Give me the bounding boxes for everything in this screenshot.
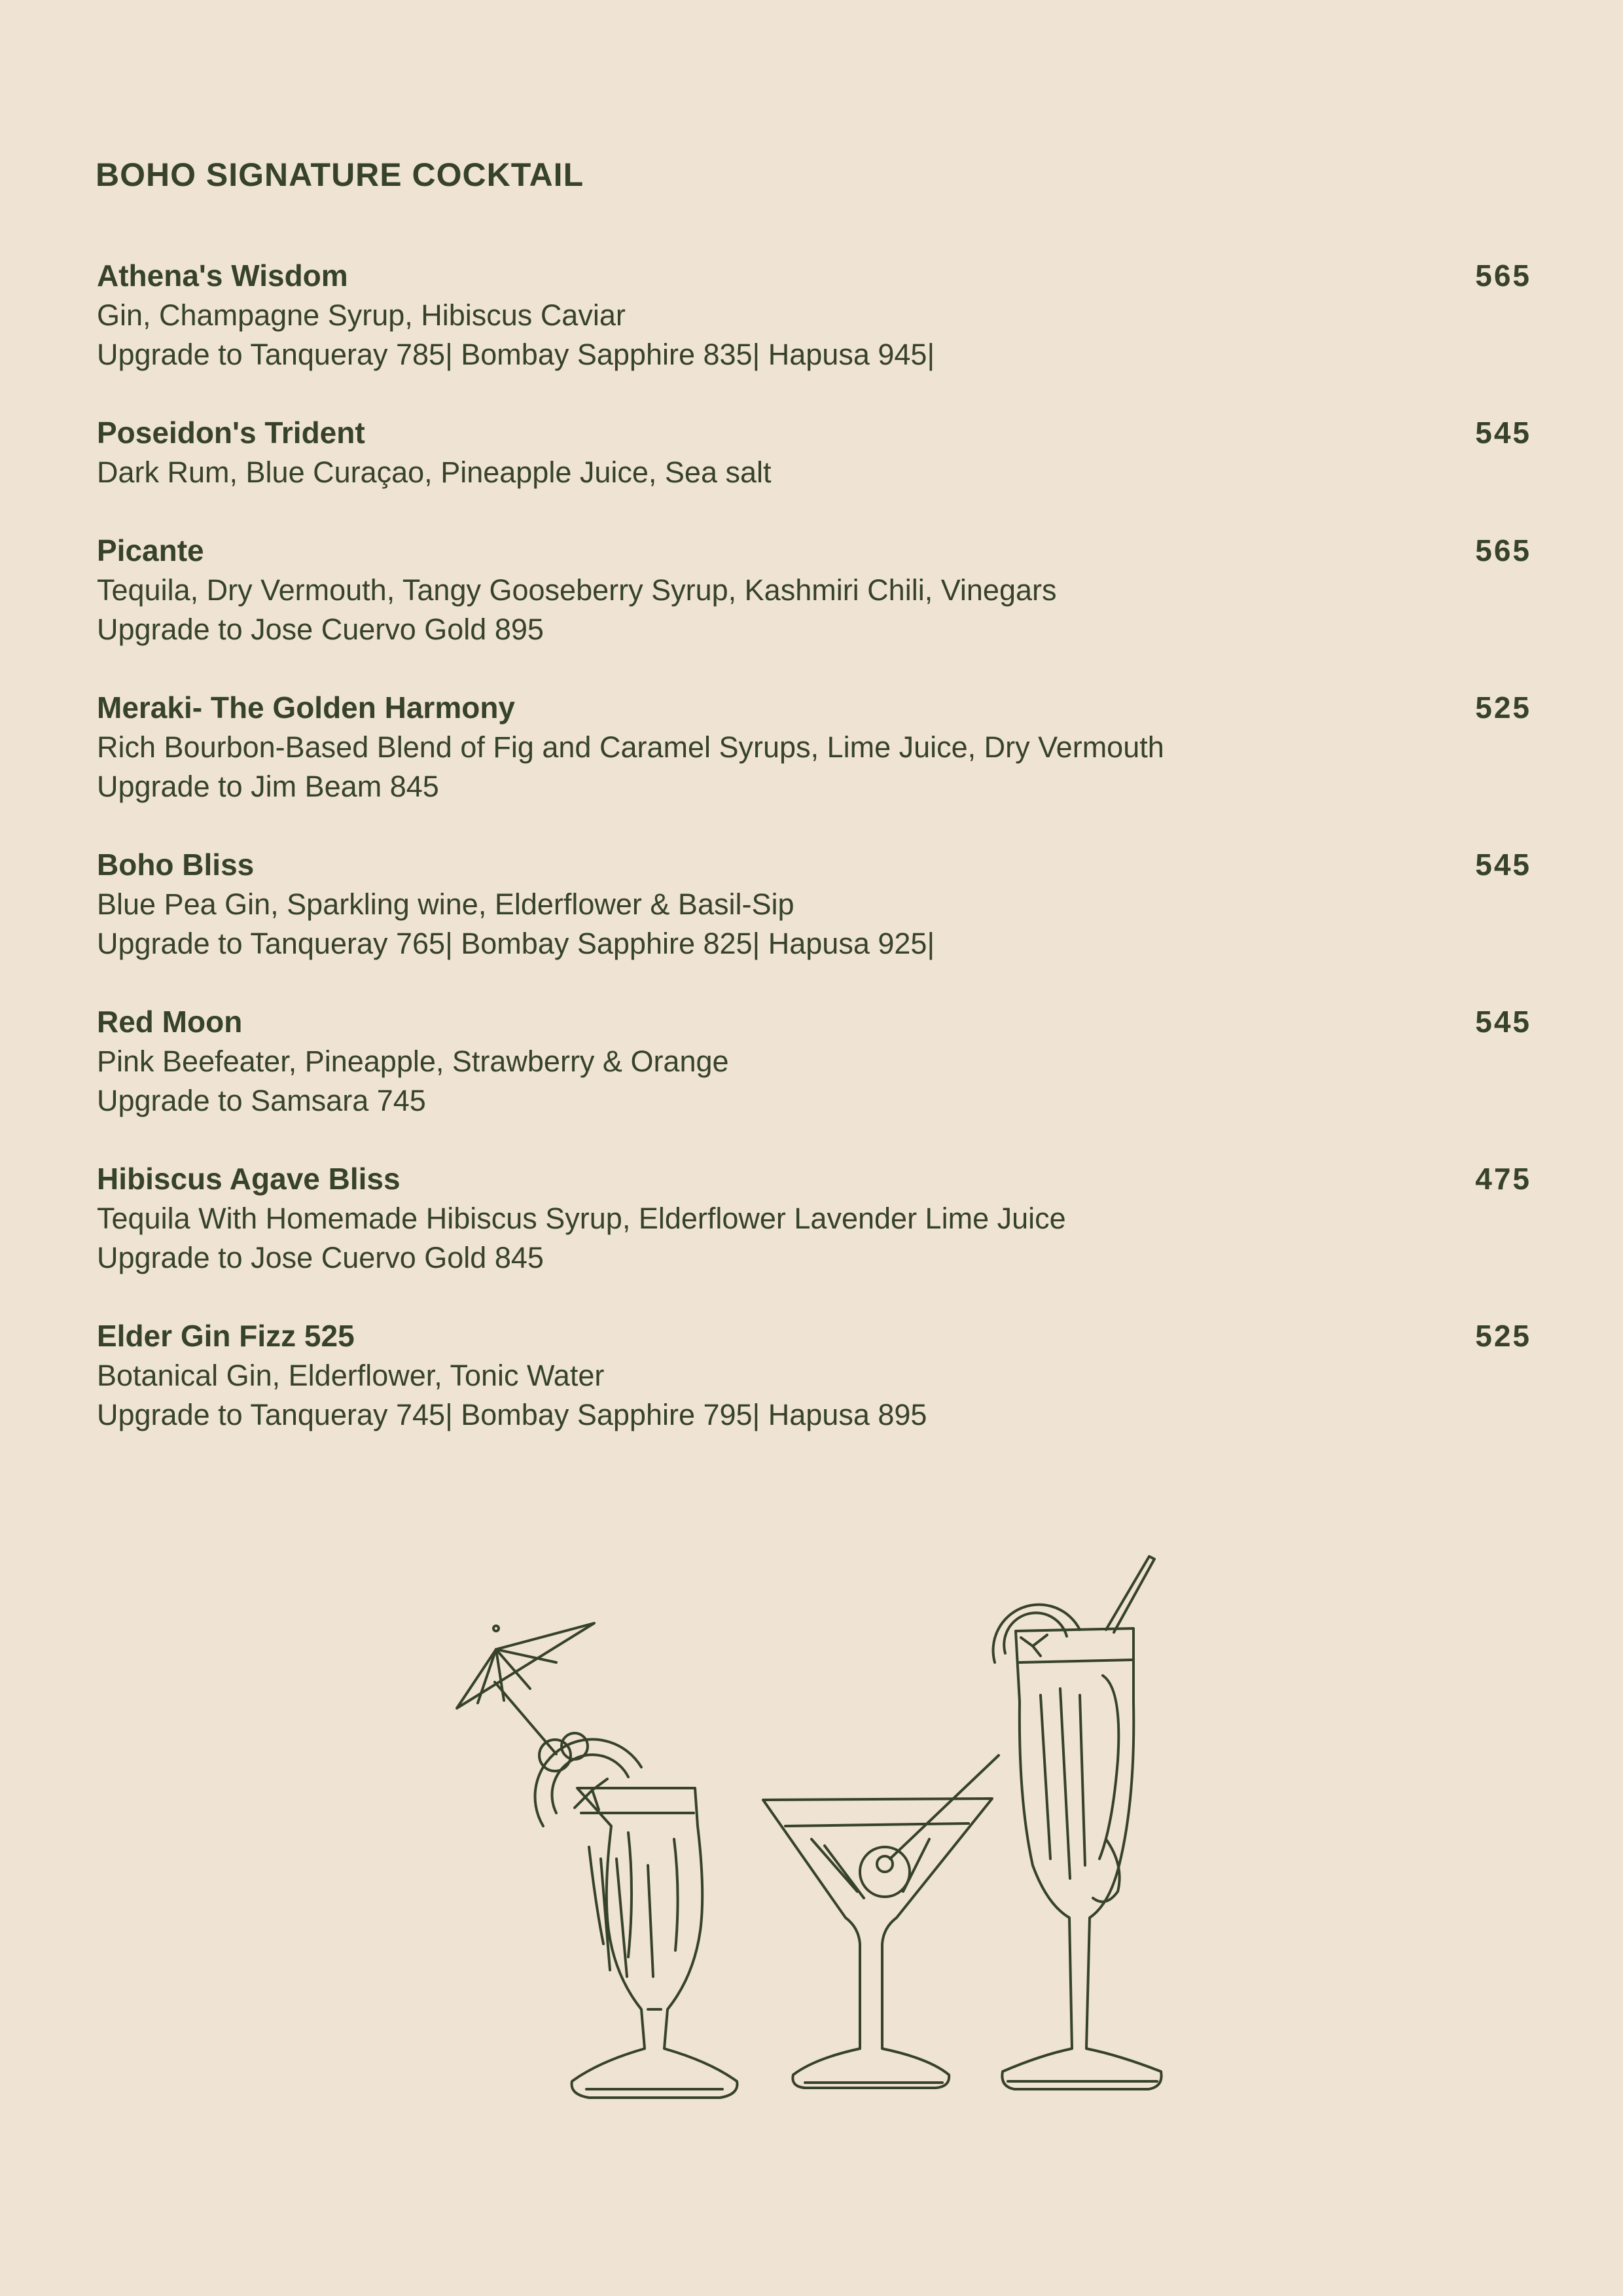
item-upgrade: Upgrade to Samsara 745 [97, 1084, 426, 1117]
item-price: 545 [1475, 848, 1531, 882]
item-price: 565 [1475, 533, 1531, 567]
item-name: Elder Gin Fizz 525 [97, 1319, 355, 1353]
martini-glass-icon [763, 1755, 999, 2088]
item-upgrade: Upgrade to Jose Cuervo Gold 895 [97, 613, 544, 646]
item-name: Meraki- The Golden Harmony [97, 691, 516, 725]
hurricane-glass-icon [457, 1623, 737, 2098]
item-name: Boho Bliss [97, 848, 255, 882]
item-name: Red Moon [97, 1005, 243, 1039]
menu-item [97, 530, 1531, 649]
item-upgrade: Upgrade to Jim Beam 845 [97, 770, 439, 803]
item-upgrade: Upgrade to Tanqueray 745| Bombay Sapphire 795| Hapusa 895 [97, 1398, 927, 1431]
item-price: 545 [1475, 416, 1531, 450]
item-price: 525 [1475, 1319, 1531, 1353]
item-description: Blue Pea Gin, Sparkling wine, Elderflower & Basil-Sip [97, 888, 794, 921]
item-description: Tequila With Homemade Hibiscus Syrup, Elderflower Lavender Lime Juice [97, 1202, 1066, 1235]
menu-title: BOHO SIGNATURE COCKTAIL [96, 156, 584, 193]
menu-item [97, 1001, 1531, 1121]
item-upgrade: Upgrade to Jose Cuervo Gold 845 [97, 1241, 544, 1274]
item-description: Rich Bourbon-Based Blend of Fig and Caramel Syrups, Lime Juice, Dry Vermouth [97, 730, 1164, 764]
item-description: Tequila, Dry Vermouth, Tangy Gooseberry Syrup, Kashmiri Chili, Vinegars [97, 573, 1057, 607]
item-upgrade: Upgrade to Tanqueray 765| Bombay Sapphire 825| Hapusa 925| [97, 927, 935, 960]
item-name: Picante [97, 533, 204, 567]
item-price: 525 [1475, 691, 1531, 725]
item-upgrade: Upgrade to Tanqueray 785| Bombay Sapphire 835| Hapusa 945| [97, 338, 935, 371]
cocktail-glasses-icon [432, 1551, 1191, 2160]
flute-glass-icon [993, 1556, 1162, 2089]
item-name: Poseidon's Trident [97, 416, 365, 450]
item-description: Dark Rum, Blue Curaçao, Pineapple Juice, Sea salt [97, 456, 772, 489]
menu-item [97, 1158, 1531, 1278]
item-description: Botanical Gin, Elderflower, Tonic Water [97, 1359, 605, 1392]
item-price: 565 [1475, 259, 1531, 293]
item-description: Pink Beefeater, Pineapple, Strawberry & Orange [97, 1045, 729, 1078]
menu-item [97, 1316, 1531, 1435]
item-description: Gin, Champagne Syrup, Hibiscus Caviar [97, 298, 626, 332]
item-price: 475 [1475, 1162, 1531, 1196]
menu-item [97, 412, 1531, 492]
menu-item [97, 687, 1531, 806]
item-price: 545 [1475, 1005, 1531, 1039]
cocktail-list [97, 255, 1531, 1473]
item-name: Athena's Wisdom [97, 259, 348, 293]
item-name: Hibiscus Agave Bliss [97, 1162, 401, 1196]
menu-item [97, 844, 1531, 963]
menu-item [97, 255, 1531, 374]
